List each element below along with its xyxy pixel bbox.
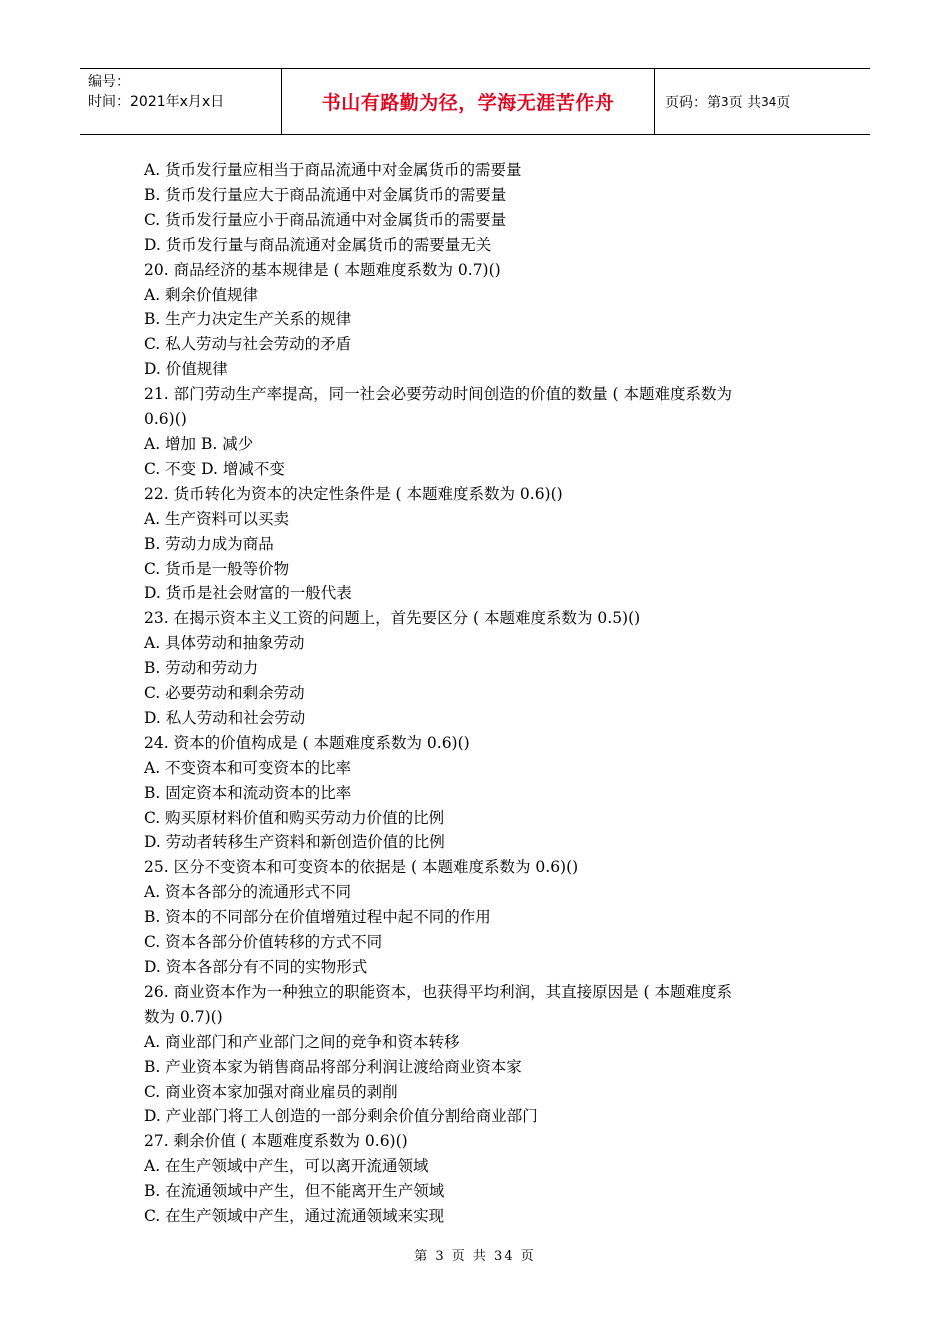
text-line: C. 不变 D. 增减不变 — [144, 459, 285, 478]
text-line: 23. 在揭示资本主义工资的问题上，首先要区分 ( 本题难度系数为 0.5)() — [144, 609, 641, 628]
text-line: 26. 商业资本作为一种独立的职能资本，也获得平均利润，其直接原因是 ( 本题难度系 — [144, 982, 732, 1001]
text-line: C. 商业资本家加强对商业雇员的剥削 — [144, 1082, 398, 1101]
text-line: B. 生产力决定生产关系的规律 — [144, 310, 352, 329]
text-line: 0.6)() — [144, 410, 187, 429]
text-line: 27. 剩余价值 ( 本题难度系数为 0.6)() — [144, 1132, 408, 1151]
text-line: B. 劳动力成为商品 — [144, 534, 274, 553]
text-line: A. 不变资本和可变资本的比率 — [144, 758, 352, 777]
text-line: B. 产业资本家为销售商品将部分利润让渡给商业资本家 — [144, 1057, 522, 1076]
time-label: 时间：2021年x月x日 — [88, 94, 225, 110]
text-line: C. 资本各部分价值转移的方式不同 — [144, 933, 383, 952]
text-line: 25. 区分不变资本和可变资本的依据是 ( 本题难度系数为 0.6)() — [144, 858, 579, 877]
text-line: A. 具体劳动和抽象劳动 — [144, 634, 305, 653]
text-line: 22. 货币转化为资本的决定性条件是 ( 本题难度系数为 0.6)() — [144, 484, 563, 503]
motto-text: 书山有路勤为径，学海无涯苦作舟 — [321, 92, 615, 114]
header-meta-cell — [80, 69, 282, 134]
text-line: A. 剩余价值规律 — [144, 285, 259, 304]
page-footer: 第 3 页 共 34 页 — [414, 1249, 536, 1264]
text-line: C. 私人劳动与社会劳动的矛盾 — [144, 335, 352, 354]
text-line: D. 货币发行量与商品流通对金属货币的需要量无关 — [144, 235, 492, 254]
text-line: D. 产业部门将工人创造的一部分剩余价值分割给商业部门 — [144, 1107, 538, 1126]
page-label: 页码：第 — [665, 94, 721, 111]
header-motto-cell — [282, 69, 655, 134]
text-line: C. 货币发行量应小于商品流通中对金属货币的需要量 — [144, 210, 507, 229]
serial-label: 编号： — [88, 74, 130, 90]
text-line: A. 增加 B. 减少 — [144, 434, 254, 453]
text-line: A. 货币发行量应相当于商品流通中对金属货币的需要量 — [144, 161, 522, 179]
header-page-cell — [655, 69, 870, 134]
page-header — [80, 68, 870, 135]
text-line: D. 劳动者转移生产资料和新创造价值的比例 — [144, 833, 445, 852]
text-line: A. 在生产领域中产生，可以离开流通领域 — [144, 1157, 429, 1176]
text-line: 24. 资本的价值构成是 ( 本题难度系数为 0.6)() — [144, 733, 470, 752]
text-line: C. 购买原材料价值和购买劳动力价值的比例 — [144, 808, 445, 827]
page-mid: 页 共 — [728, 94, 762, 111]
text-line: D. 货币是社会财富的一般代表 — [144, 584, 352, 603]
text-line: C. 必要劳动和剩余劳动 — [144, 684, 305, 703]
text-line: B. 劳动和劳动力 — [144, 659, 259, 678]
text-line: B. 货币发行量应大于商品流通中对金属货币的需要量 — [144, 185, 507, 204]
question-list — [144, 158, 816, 1229]
text-line: A. 商业部门和产业部门之间的竞争和资本转移 — [144, 1032, 460, 1051]
text-line: B. 在流通领域中产生，但不能离开生产领域 — [144, 1182, 445, 1201]
text-line: D. 私人劳动和社会劳动 — [144, 708, 306, 727]
text-line: B. 固定资本和流动资本的比率 — [144, 783, 352, 802]
text-line: 数为 0.7)() — [144, 1007, 223, 1026]
page-end: 页 — [776, 94, 791, 111]
text-line: C. 货币是一般等价物 — [144, 559, 290, 578]
text-line: B. 资本的不同部分在价值增殖过程中起不同的作用 — [144, 908, 491, 927]
page-current: 3 — [721, 94, 729, 109]
text-line: A. 生产资料可以买卖 — [144, 509, 290, 528]
text-line: A. 资本各部分的流通形式不同 — [144, 883, 352, 902]
text-line: 21. 部门劳动生产率提高，同一社会必要劳动时间创造的价值的数量 ( 本题难度系数为 — [144, 385, 732, 404]
text-line: 20. 商品经济的基本规律是 ( 本题难度系数为 0.7)() — [144, 260, 501, 279]
text-line: D. 资本各部分有不同的实物形式 — [144, 958, 368, 976]
text-line: D. 价值规律 — [144, 360, 228, 379]
text-line: C. 在生产领域中产生，通过流通领域来实现 — [144, 1207, 445, 1226]
page-total: 34 — [761, 94, 777, 109]
